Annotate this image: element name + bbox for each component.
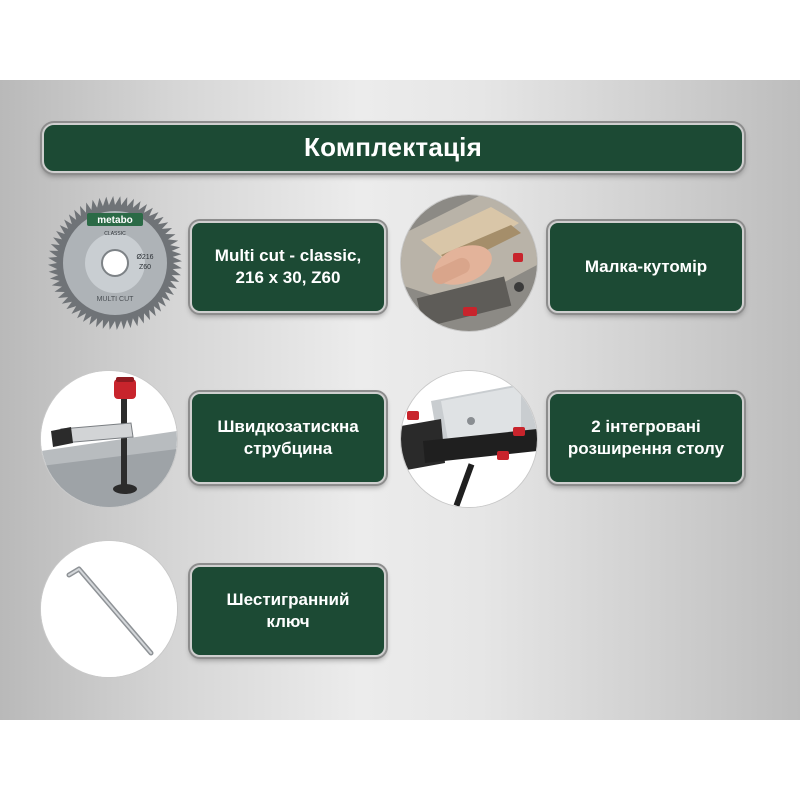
item-label-table-extensions — [548, 392, 744, 484]
item-label-angle-gauge — [548, 221, 744, 313]
saw-blade-line: MULTI CUT — [96, 296, 134, 303]
item-label-saw-blade — [190, 221, 386, 313]
angle-gauge-photo-icon — [401, 195, 537, 331]
item-label-line2: ключ — [266, 612, 310, 631]
item-label-line2: 216 x 30, Z60 — [235, 268, 341, 287]
item-label-line2: струбцина — [243, 439, 333, 458]
item-label-line1: 2 інтегровані — [591, 416, 701, 436]
title-banner — [42, 123, 744, 173]
item-label-line1: Малка-кутомір — [584, 256, 708, 276]
item-label-hex-key — [190, 565, 386, 657]
saw-blade-series: CLASSIC — [104, 231, 126, 237]
item-label-line1: Multi cut - classic, — [214, 245, 362, 265]
quick-clamp-photo-icon — [41, 371, 177, 507]
table-extension-photo-icon — [401, 371, 537, 507]
saw-blade-icon — [47, 195, 183, 331]
page-title: Комплектація — [304, 132, 482, 163]
saw-blade-teeth-count: Z60 — [138, 264, 152, 271]
item-label-line1: Швидкозатискна — [217, 416, 359, 436]
hex-key-photo-icon — [41, 541, 177, 677]
saw-blade-size: Ø216 — [136, 254, 154, 261]
item-label-line2: розширення столу — [567, 439, 725, 458]
item-label-quick-clamp — [190, 392, 386, 484]
item-label-line1: Шестигранний — [226, 589, 350, 609]
saw-blade-graphic — [47, 195, 183, 331]
saw-blade-bore — [102, 250, 128, 276]
saw-blade-brand: metabo — [97, 215, 133, 226]
